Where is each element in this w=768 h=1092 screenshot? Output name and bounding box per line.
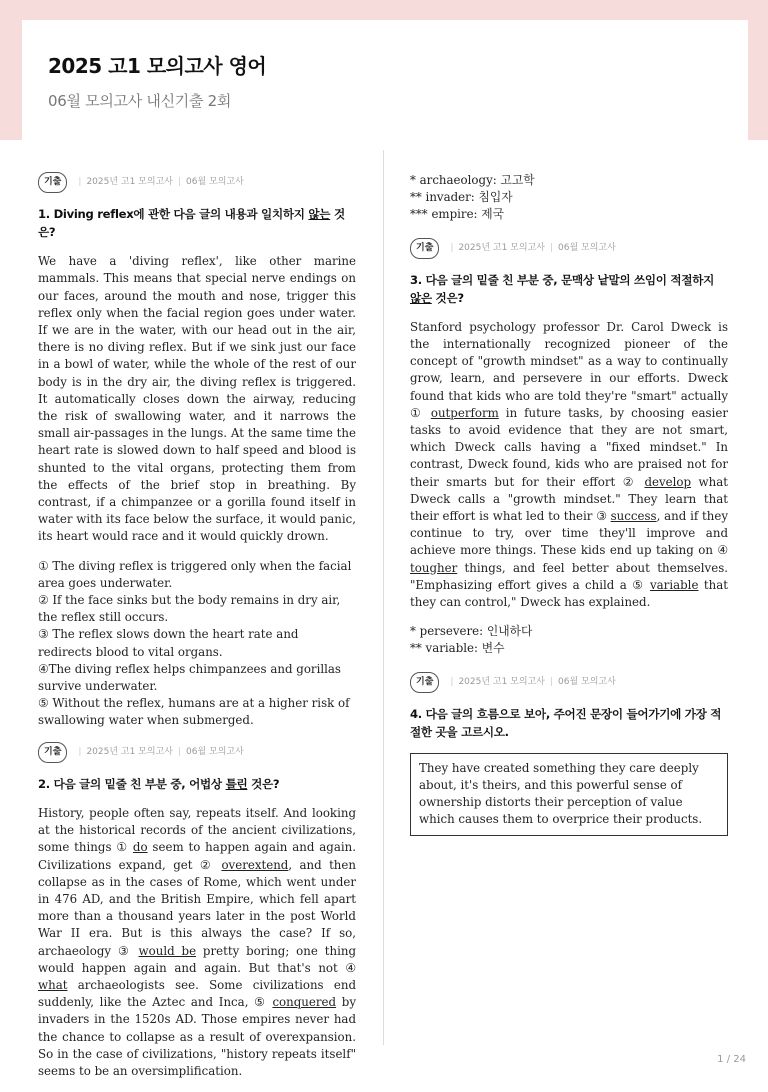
source-tag: 기출 xyxy=(38,172,67,193)
question-2-title: 2. 다음 글의 밑줄 친 부분 중, 어법상 틀린 것은? xyxy=(38,776,280,791)
page-title: 2025 고1 모의고사 영어 xyxy=(48,54,267,78)
page-number: 1 / 24 xyxy=(717,1054,746,1065)
given-sentence-box: They have created something they care deeply about, it's theirs, and this powerful sense of ownership distorts their perception of value which causes them to overprice their products. xyxy=(410,753,728,836)
question-3-passage: Stanford psychology professor Dr. Carol Dweck is the internationally recognized pioneer of the concept of "growth mindset" as a way to continually grow, learn, and persevere in our efforts. Dweck found that kids who are told they're "smart" actually ① outperform in future tasks, by choosing easier tasks to avoid evidence that they are not smart, which Dweck calls having a "fixed mindset." In contrast, Dweck found, kids who are praised not for their smarts but for their effort ② develop what Dweck calls a "growth mindset." They learn that their effort is what led to their ③ success, and if they continue to try, over time they'll improve and achieve more things. These kids end up taking on ④ tougher things, and feel better about themselves. "Emphasizing effort gives a child a ⑤ variable that they can control," Dweck has explained. xyxy=(410,319,728,610)
column-divider xyxy=(383,150,384,1045)
choice-4: ④The diving reflex helps chimpanzees and gorillas survive underwater. xyxy=(38,661,341,694)
question-2-passage: History, people often say, repeats itself. And looking at the historical records of the ancient civilizations, some things ① do seem to happen again and again. Civilizations expand, get ② overextend, and then collapse as in the cases of Rome, which went under in 476 AD, and the British Empire, which fell apart more than a thousand years later in the post World War II era. But is this always the case? If so, archaeology ③ would be pretty boring; one thing would happen again and again. But that's not ④ what archaeologists see. Some civilizations end suddenly, like the Aztec and Inca, ⑤ conquered by invaders in the 1520s AD. Those empires never had the chance to collapse as a result of overexpansion. So in the case of civilizations, "history repeats itself" seems to be an oversimplification. xyxy=(38,805,356,1078)
question-meta: 기출 | 2025년 고1 모의고사 | 06월 모의고사 xyxy=(410,238,728,259)
exam-label: 2025년 고1 모의고사 xyxy=(458,676,545,687)
source-tag: 기출 xyxy=(410,672,439,693)
exam-label: 2025년 고1 모의고사 xyxy=(86,746,173,757)
question-3-title: 3. 다음 글의 밑줄 친 부분 중, 문맥상 낱말의 쓰임이 적절하지 않은 것은? xyxy=(410,272,715,305)
left-column xyxy=(38,172,356,1092)
question-2-notes: * archaeology: 고고학 ** invader: 침입자 *** empire: 제국 xyxy=(410,173,535,222)
month-label: 06월 모의고사 xyxy=(558,676,616,687)
choice-2: ② If the face sinks but the body remains in dry air, the reflex still occurs. xyxy=(38,593,341,625)
question-meta: 기출 | 2025년 고1 모의고사 | 06월 모의고사 xyxy=(38,172,356,193)
source-tag: 기출 xyxy=(410,238,439,259)
question-meta: 기출 | 2025년 고1 모의고사 | 06월 모의고사 xyxy=(38,742,356,763)
right-column xyxy=(410,172,728,836)
question-meta: 기출 | 2025년 고1 모의고사 | 06월 모의고사 xyxy=(410,672,728,693)
choice-1: ① The diving reflex is triggered only when the facial area goes underwater. xyxy=(38,558,352,590)
header-card xyxy=(22,20,748,140)
exam-label: 2025년 고1 모의고사 xyxy=(86,177,173,187)
question-4-title: 4. 다음 글의 흐름으로 보아, 주어진 문장이 들어가기에 가장 적절한 곳을 고르시오. xyxy=(410,706,722,739)
question-1-title: 1. Diving reflex에 관한 다음 글의 내용과 일치하지 않는 것은? xyxy=(38,207,345,240)
month-label: 06월 모의고사 xyxy=(186,746,244,757)
source-tag: 기출 xyxy=(38,742,67,763)
page-subtitle: 06월 모의고사 내신기출 2회 xyxy=(48,92,232,110)
choice-5: ⑤ Without the reflex, humans are at a higher risk of swallowing water when submerged. xyxy=(38,696,350,728)
question-1-choices xyxy=(38,558,356,730)
month-label: 06월 모의고사 xyxy=(558,242,616,253)
choice-3: ③ The reflex slows down the heart rate and redirects blood to vital organs. xyxy=(38,627,299,659)
question-1-passage: We have a 'diving reflex', like other marine mammals. This means that special nerve endings on our faces, around the mouth and nose, trigger this reflex only when the facial region goes under water. If we are in the water, with our head out in the air, there is no diving reflex. But if we sink just our face in a bowl of water, while the whole of the rest of our body is in the dry air, the diving reflex is triggered. It automatically closes down the airway, reducing the risk of swallowing water, and it narrows the small air-passages in the lungs. At the same time the heart rate is slowed down to half speed and blood is shunted to the vital organs, protecting them from the effects of the brief stop in breathing. By contrast, if a chimpanzee or a gorilla found itself in water with its face below the surface, it would panic, its heart would race and it would quickly drown. xyxy=(38,254,356,544)
exam-label: 2025년 고1 모의고사 xyxy=(458,242,545,253)
month-label: 06월 모의고사 xyxy=(186,177,244,187)
question-3-notes: * persevere: 인내하다 ** variable: 변수 xyxy=(410,624,533,656)
